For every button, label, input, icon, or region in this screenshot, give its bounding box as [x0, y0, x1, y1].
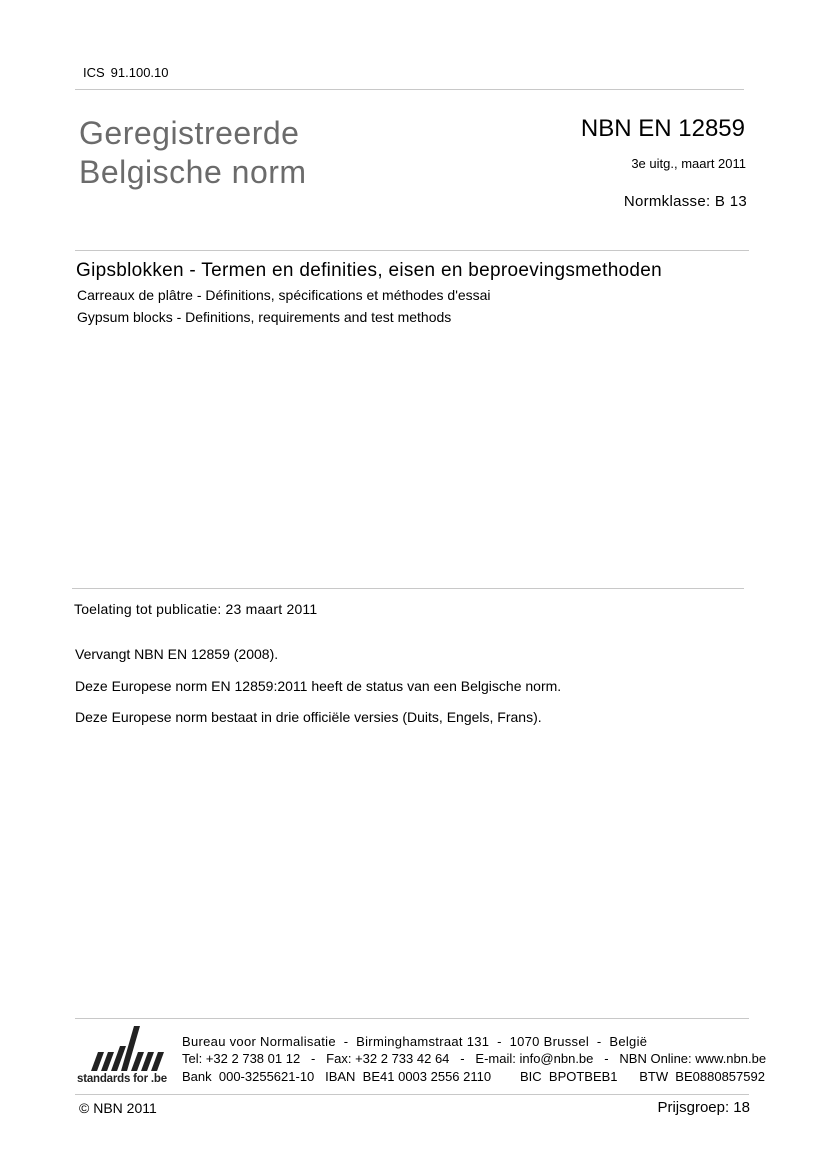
price-group: Prijsgroep: 18: [657, 1099, 750, 1116]
title-english: Gypsum blocks - Definitions, requirements and test methods: [77, 309, 452, 325]
footer-bank: Bank 000-3255621-10 IBAN BE41 0003 2556 2110 BIC BPOTBEB1 BTW BE0880857592: [182, 1069, 765, 1084]
title-line-1: Geregistreerde: [79, 115, 300, 151]
title-french: Carreaux de plâtre - Définitions, spécifications et méthodes d'essai: [77, 287, 491, 303]
logo-caption: standards for .be: [77, 1073, 167, 1085]
header-rule: [75, 89, 744, 90]
footer-contact: Tel: +32 2 738 01 12 - Fax: +32 2 733 42 64 - E-mail: info@nbn.be - NBN Online: www.nbn.be: [182, 1051, 767, 1066]
ics-code: 91.100.10: [110, 65, 169, 80]
ics-label: ICS: [83, 65, 105, 80]
norm-class: Normklasse: B 13: [623, 193, 747, 210]
footer-top-rule: [75, 1018, 749, 1019]
publication-approval: Toelating tot publicatie: 23 maart 2011: [74, 601, 318, 617]
document-type-title: [79, 114, 399, 192]
ics-line: [83, 65, 169, 80]
footer-bottom-rule: [75, 1094, 749, 1095]
edition: 3e uitg., maart 2011: [631, 156, 746, 171]
status-note: Deze Europese norm EN 12859:2011 heeft de status van een Belgische norm.: [75, 678, 562, 694]
norm-number: NBN EN 12859: [580, 115, 745, 142]
title-rule: [75, 250, 749, 251]
copyright: © NBN 2011: [79, 1100, 157, 1116]
publication-rule: [72, 588, 744, 589]
versions-note: Deze Europese norm bestaat in drie officiële versies (Duits, Engels, Frans).: [75, 709, 542, 725]
replaces-note: Vervangt NBN EN 12859 (2008).: [75, 646, 279, 662]
footer-address: Bureau voor Normalisatie - Birminghamstraat 131 - 1070 Brussel - België: [182, 1034, 648, 1049]
title-dutch: Gipsblokken - Termen en definities, eisen en beproevingsmethoden: [76, 260, 663, 281]
title-line-2: Belgische norm: [79, 154, 307, 190]
